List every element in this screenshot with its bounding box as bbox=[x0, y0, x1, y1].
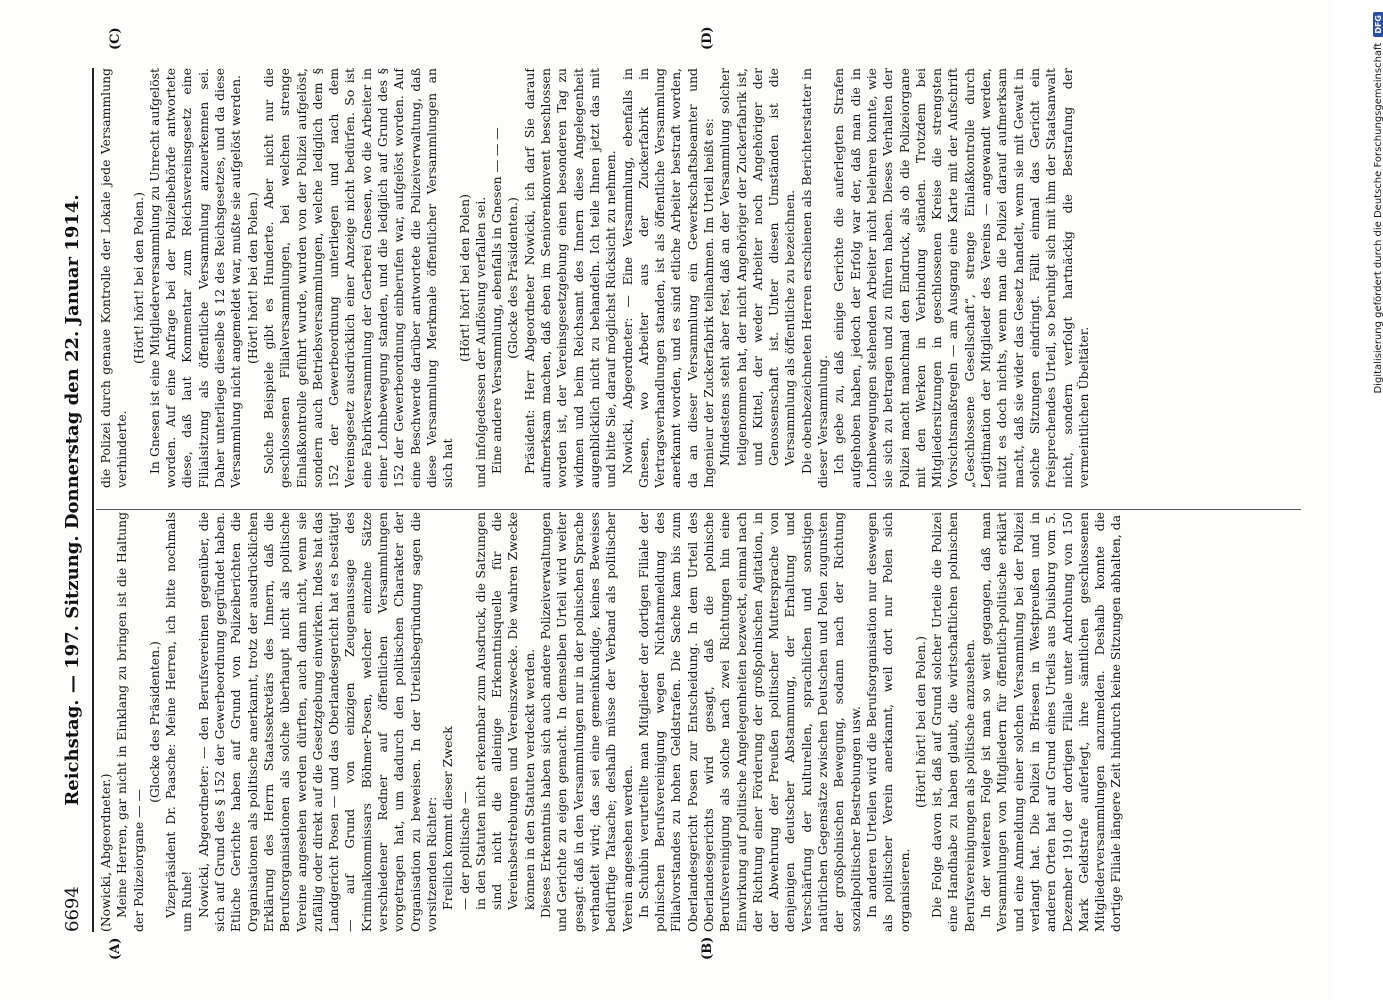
left-column-paragraph: In Schubin verurteilte man Mitglieder der dortigen Filiale der polnischen Berufsvereinigung wegen Nichtanmeldung des Filialvorstandes zu hohen Geldstrafen. Die Sache kam bis zum Oberlandesgericht Posen zur Entscheidung. In dem Urteil des Oberlandesgerichts wird gesagt, daß die polnische Berufsvereinigung als solche nach zwei Richtungen hin eine Einwirkung auf politische Angelegenheiten bezweckt, einmal nach der Richtung einer Förderung der großpolnischen Agitation, in der Abwehrung der Preußen politischer Muttersprache von denjenigen deutscher Abstammung, der Erhaltung und Verschärfung der kulturellen, sprachlichen und sonstigen natürlichen Gegensätze zwischen Deutschen und Polen zugunsten der großpolnischen Bewegung, sodann nach der Richtung sozialpolitischer Bestrebungen usw. bbox=[635, 512, 863, 932]
left-column-paragraph: Nowicki, Abgeordneter: — den Berufsvereinen gegenüber, die sich auf Grund des § 152 der Gewerbeordnung gegründet haben. Etliche Gerichte haben auf Grund von Polizeiberichten die Organisationen als politische anerkannt, trotz der ausdrücklichen Erklärung des Herrn Staatssekretärs des Innern, daß die Berufsorganisationen als solche überhaupt nicht als politische Vereine angesehen werden dürften, auch dann nicht, wenn sie zufällig oder direkt auf die Gesetzgebung einwirken. Indes hat das Landgericht Posen — und das Oberlandesgericht hat es bestätigt — auf Grund von einzigen Zeugenaussage des Kriminalkommissars Böhmer-Posen, welcher einzelne Sätze verschiedener Redner auf öffentlichen Versammlungen vorgetragen hat, um dadurch den politischen Charakter der Organisation zu beweisen. In der Urteilsbegründung sagen die vorsitzenden Richter: bbox=[195, 512, 439, 932]
left-column-paragraph: Die Folge davon ist, daß auf Grund solcher Urteile die Polizei eine Handhabe zu haben glaubt, die wirtschaftlichen polnischen Berufsvereinigungen als politische anzusehen. bbox=[929, 512, 977, 932]
left-column-paragraph: Dieses Erkenntnis haben sich auch andere Polizeiverwaltungen und Gerichte zu eigen gemacht. In demselben Urteil wird weiter gesagt: daß in den Versammlungen nur in der polnischen Sprache verhandelt wird; das sei eine gemeinkundige, keines Beweises bedürftige Tatsache; deshalb müsse der Verband als politischer Verein angesehen werden. bbox=[538, 512, 635, 932]
left-column-paragraph: In anderen Urteilen wird die Berufsorganisation nur deswegen als politischer Verein anerkannt, weil dort nur Polen sich organisieren. bbox=[863, 512, 912, 932]
right-column-paragraph: Nowicki, Abgeordneter: — Eine Versammlung, ebenfalls in Gnesen, wo Arbeiter aus der Zuckerfabrik in Vertragsverhandlungen standen, ist als öffentliche Versammlung anerkannt worden, und es sind etliche Arbeiter bestraft worden, da an dieser Versammlung ein Gewerkschaftsbeamter und Ingenieur der Zuckerfabrik teilnahmen. Im Urteil heißt es: bbox=[619, 68, 716, 488]
margin-marker-d: (D) bbox=[700, 26, 715, 50]
page-header bbox=[58, 68, 88, 932]
left-column-paragraph: Freilich kommt dieser Zweck bbox=[440, 726, 456, 910]
margin-marker-a: (A) bbox=[108, 937, 123, 960]
right-column-paragraph: (Glocke des Präsidenten.) bbox=[505, 197, 521, 359]
left-column-paragraph: (Glocke des Präsidenten.) bbox=[146, 641, 162, 803]
right-column-paragraph: Die obenbezeichneten Herren erschienen als Berichterstatter in dieser Versammlung. bbox=[798, 68, 831, 488]
right-column-paragraph: die Polizei durch genaue Kontrolle der Lokale jede Versammlung verhinderte. bbox=[98, 68, 130, 488]
left-column-paragraph: (Nowicki, Abgeordneter.) bbox=[98, 773, 113, 932]
right-column-paragraph: Mindestens steht aber fest, daß an der Versammlung solcher teilgenommen hat, der nicht Angehöriger der Zuckerfabrik ist, und Kittel, der weder Arbeiter noch Angehöriger der Genossenschaft ist. Unter diesen Umständen ist die Versammlung als öffentliche zu bezeichnen. bbox=[717, 68, 798, 466]
left-column-paragraph: Meine Herren, gar nicht in Einklang zu bringen ist die Haltung der Polizeiorgane — — bbox=[114, 512, 146, 932]
right-column-paragraph: (Hört! hört! bei den Polen) bbox=[456, 194, 472, 362]
left-column-paragraph: Vizepräsident Dr. Paasche: Meine Herren, ich bitte nochmals um Ruhe! bbox=[163, 512, 195, 932]
page-title: Reichstag. — 197. Sitzung. Donnerstag den 22. Januar 1914. bbox=[62, 194, 83, 806]
left-text-column bbox=[98, 512, 1298, 932]
right-column-paragraph: Solche Beispiele gibt es Hunderte. Aber nicht nur die geschlossenen Filialversammlungen, bei welchen strenge Einlaßkontrolle geführt wurde, wurden von der Polizei aufgelöst, sondern auch Betriebsversammlungen, welche lediglich dem § 152 der Gewerbeordnung unterliegen und nach dem Vereinsgesetz ausdrücklich einer Anzeige nicht bedürfen. So ist eine Fabrikversammlung der Gerberei Gnesen, wo die Arbeiter in einer Lohnbewegung standen, und die lediglich auf Grund des § 152 der Gewerbeordnung einberufen war, aufgelöst worden. Auf eine Beschwerde darüber antwortete die Polizeiverwaltung, daß diese Versammlung Merkmale öffentlicher Versammlungen an sich hat bbox=[260, 68, 456, 488]
page-number: 6694 bbox=[62, 886, 83, 932]
right-column-paragraph: Ich gebe zu, daß einige Gerichte die auferlegten Strafen aufgehoben haben, jedoch der Erfolg war der, daß man die in Lohnbewegungen stehenden Arbeiter nicht belehren konnte, wie sie sich zu betragen und zu führen haben. Dieses Verhalten der Polizei macht manchmal den Eindruck, als ob die Polizeiorgane mit den Werken in Verbindung ständen. Trotzdem bei Mitgliedersitzungen in geschlossenen Kreise die strengsten Vorsichtsmaßregeln — am Ausgang eine Karte mit der Aufschrift „Geschlossene Gesellschaft“, strenge Einlaßkontrolle durch Legitimation der Mitglieder des Vereins — angewandt werden, nützt es doch nichts, wenn man die Polizei darauf aufmerksam macht, daß sie wider das Gesetz handelt, wenn sie mit Gewalt in solche Sitzungen eindringt. Fällt einmal das Gericht ein freisprechendes Urteil, so beruhigt sich mit ihm der Staatsanwalt nicht, sondern verfolgt hartnäckig die Bestrafung der vermeintlichen Übeltäter. bbox=[831, 68, 1091, 488]
credit-text: Digitalisierung gefördert durch die Deutsche Forschungsgemeinschaft bbox=[1372, 42, 1383, 394]
right-column-paragraph: Präsident: Herr Abgeordneter Nowicki, ich darf Sie darauf aufmerksam machen, daß eben im Seniorenkonvent beschlossen worden ist, der Vereinsgesetzgebung einen besonderen Tag zu widmen und beim Reichsamt des Innern diese Angelegenheit augenblicklich nicht zu behandeln. Ich teile Ihnen jetzt das mit und bitte Sie, darauf möglichst Rücksicht zu nehmen. bbox=[521, 68, 619, 488]
margin-marker-c: (C) bbox=[108, 27, 123, 50]
right-column-paragraph: (Hört! hört! bei den Polen.) bbox=[244, 192, 260, 364]
digitization-credit bbox=[1370, 12, 1383, 992]
left-column-paragraph: in den Statuten nicht erkennbar zum Ausdruck, die Satzungen sind nicht die alleinige Erkenntnisquelle für die Vereinsbestrebungen und Vereinszwecke. Die wahren Zwecke können in den Statuten verdeckt werden. bbox=[472, 512, 537, 910]
right-column-paragraph: (Hört! hört! bei den Polen.) bbox=[130, 192, 146, 364]
right-column-paragraph: In Gnesen ist eine Mitgliederversammlung zu Unrecht aufgelöst worden. Auf eine Anfrage bei der Polizeibehörde antwortete diese, daß laut Kommentar zum Reichsvereinsgesetz eine Filialsitzung als öffentliche Versammlung anzuerkennen sei. Daher unterliege dieselbe § 12 des Reichsgesetzes, und da diese Versammlung nicht angemeldet war, mußte sie aufgelöst werden. bbox=[146, 68, 244, 488]
header-rule bbox=[92, 68, 94, 932]
right-column-paragraph: und infolgedessen der Auflösung verfallen sei. bbox=[472, 196, 488, 488]
column-divider bbox=[96, 509, 1301, 510]
left-column-paragraph: In der weiteren Folge ist man so weit gegangen, daß man Versammlungen von Mitgliedern für öffentlich-politische erklärt und eine Anmeldung einer solchen Versammlung bei der Polizei verlangt hat. Die Polizei in Briesen in Westpreußen und in anderen Orten hat auf Grund eines Urteils aus Duisburg vom 5. Dezember 1910 der dortigen Filiale unter Androhung von 150 Mark Geldstrafe auferlegt, ihre sämtlichen geschlossenen Mitgliederversammlungen anzumelden. Deshalb konnte die dortige Filiale längere Zeit hindurch keine Sitzungen abhalten, da bbox=[978, 512, 1124, 932]
left-column-paragraph: (Hört! hört! bei den Polen.) bbox=[912, 636, 928, 808]
dfg-logo: DFG bbox=[1373, 12, 1383, 37]
margin-marker-b: (B) bbox=[700, 936, 715, 960]
right-text-column bbox=[98, 68, 1298, 488]
right-column-paragraph: Eine andere Versammlung, ebenfalls in Gnesen — — — bbox=[489, 127, 505, 474]
left-column-paragraph: — der politische — bbox=[456, 791, 472, 910]
